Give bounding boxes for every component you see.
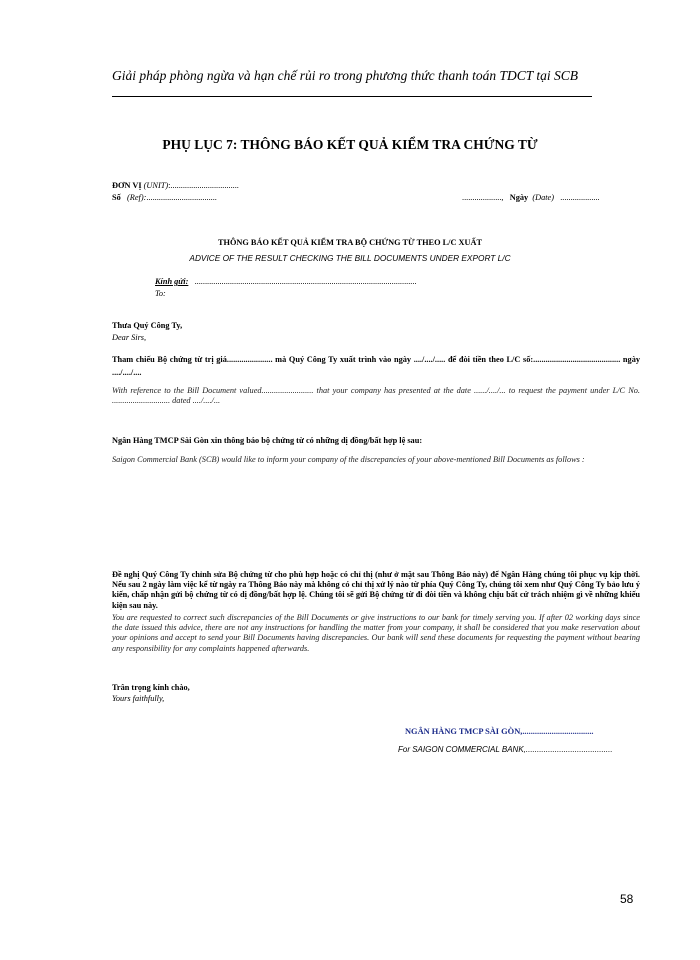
to-label-en: To:: [155, 289, 166, 298]
unit-row: [112, 181, 239, 190]
unit-label: ĐƠN VỊ: [112, 181, 142, 190]
greeting-en: Dear Sirs,: [112, 333, 147, 342]
unit-label-en: (UNIT): [143, 181, 169, 190]
to-row: [155, 277, 417, 286]
header-divider: [112, 96, 592, 97]
to-label: Kính gửi:: [155, 277, 189, 286]
page-title: PHỤ LỤC 7: THÔNG BÁO KẾT QUẢ KIỂM TRA CHỨNG TỪ: [162, 137, 538, 152]
date-field: ...................: [560, 193, 600, 202]
reference-paragraph-en: With reference to the Bill Document valued......................... that your company has presented at the date ....../..../... to request the payment under L/C No. ............................ dated ..../..../...: [112, 386, 640, 406]
to-field: ...........................................................................................................: [194, 277, 417, 286]
ref-label: Số: [112, 193, 121, 202]
request-paragraph-vn: Đề nghị Quý Công Ty chỉnh sửa Bộ chứng từ cho phù hợp hoặc có chỉ thị (như ở mặt sau Thông Báo này) để Ngân Hàng chúng tôi phục vụ kịp thời. Nếu sau 2 ngày làm việc kể từ ngày ra Thông Báo này mà không có chỉ thị xử lý nào từ phía Quý Công Ty, chúng tôi xem như Quý Công Ty bảo lưu ý kiến, chấp nhận gửi bộ chứng từ có dị đồng/bất hợp lệ. Chúng tôi sẽ gửi Bộ chứng từ đi đòi tiền và không chịu bất cứ trách nhiệm gì về những khiếu kiện sau này.: [112, 570, 640, 610]
closing-en: Yours faithfully,: [112, 694, 165, 703]
greeting-vn: Thưa Quý Công Ty,: [112, 321, 183, 330]
date-place-field: ...................,: [462, 193, 504, 202]
bank-signature-vn: NGÂN HÀNG TMCP SÀI GÒN,..................................: [405, 727, 594, 736]
notice-en: Saigon Commercial Bank (SCB) would like to inform your company of the discrepancies of your above-mentioned Bill Documents as follows :: [112, 455, 585, 464]
request-paragraph-en: You are requested to correct such discrepancies of the Bill Documents or give instructions to our bank for timely serving you. If after 02 working days since the date issued this advice, there are not any instructions for handling the matter from your company, it shall be considered that you make reservation about your opinions and accept to send your Bill Documents having discrepancies. Our bank will send these documents for requesting the payment without bearing any responsibility for any complaints happened afterwards.: [112, 613, 640, 653]
bank-signature-en: For SAIGON COMMERCIAL BANK,.......................................: [398, 745, 613, 754]
unit-field: :.................................: [168, 181, 239, 190]
reference-paragraph-vn: Tham chiếu Bộ chứng từ trị giá...................... mà Quý Công Ty xuất trình vào ngày ..../..../..... để đòi tiền theo L/C số:.......................................... ngày ..../..../....: [112, 355, 640, 377]
date-label: Ngày: [509, 193, 529, 202]
closing-vn: Trân trọng kính chào,: [112, 683, 190, 692]
advice-title-vn: THÔNG BÁO KẾT QUẢ KIỂM TRA BỘ CHỨNG TỪ THEO L/C XUẤT: [217, 238, 483, 247]
notice-vn: Ngân Hàng TMCP Sài Gòn xin thông báo bộ chứng từ có những dị đồng/bất hợp lệ sau:: [112, 436, 423, 445]
date-row: [462, 193, 600, 202]
running-header: Giải pháp phòng ngừa và hạn chế rủi ro trong phương thức thanh toán TDCT tại SCB: [112, 68, 579, 83]
advice-title-en: ADVICE OF THE RESULT CHECKING THE BILL DOCUMENTS UNDER EXPORT L/C: [189, 253, 511, 263]
ref-field: ..................................: [146, 193, 217, 202]
ref-label-en: (Ref):: [127, 193, 147, 202]
page-number: 58: [620, 892, 634, 906]
date-label-en: (Date): [532, 193, 554, 202]
ref-row: [112, 193, 217, 202]
